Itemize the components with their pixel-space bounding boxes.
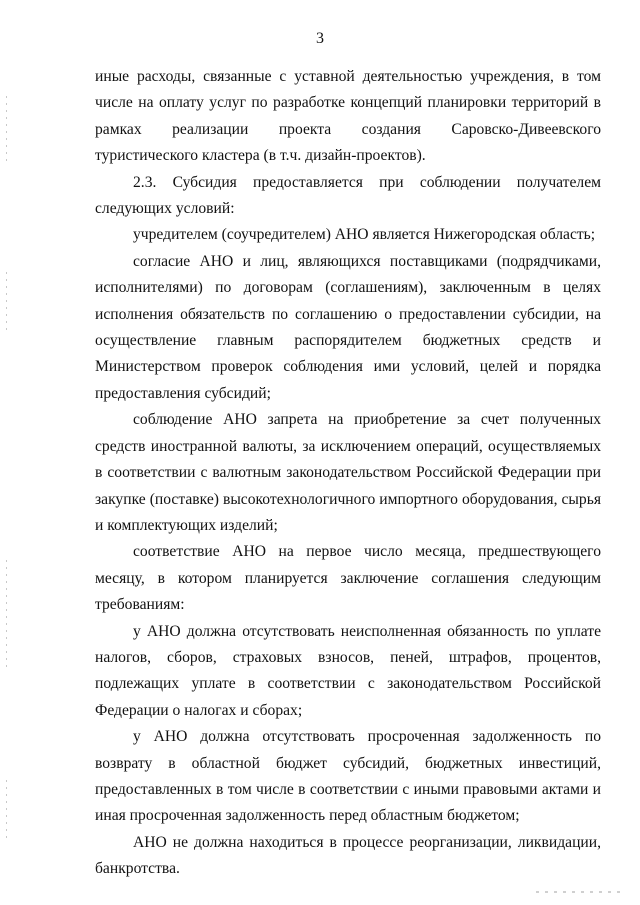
paragraph-requirements-intro: соответствие АНО на первое число месяца, предшествующего месяцу, в котором планируется заключение соглашения следующим требованиям: [95, 543, 601, 614]
paragraph-reorganization: АНО не должна находиться в процессе реорганизации, ликвидации, банкротства. [95, 833, 601, 878]
paragraph-other-expenses: иные расходы, связанные с уставной деятельностью учреждения, в том числе на оплату услуг по разработке концепций планировки территорий в рамках реализации проекта создания Саровско-Дивеевского туристического кластера (в т.ч. дизайн-проектов). [95, 68, 601, 165]
scan-mark-artifact [536, 891, 626, 893]
paragraph-tax-obligations: у АНО должна отсутствовать неисполненная обязанность по уплате налогов, сборов, страховых взносов, пеней, штрафов, процентов, подлежащих уплате в соответствии с законодательством Российской Федерации о налогах и сборах; [95, 622, 601, 719]
paragraph-founder: учредителем (соучредителем) АНО является Нижегородская область; [133, 226, 596, 244]
paragraph-overdue-debt: у АНО должна отсутствовать просроченная задолженность по возврату в областной бюджет субсидий, бюджетных инвестиций, предоставленных в том числе в соответствии с иными правовыми актами и иная просроченная задолженность перед областным бюджетом; [95, 728, 601, 825]
scan-edge-artifact [6, 780, 7, 840]
scan-edge-artifact [6, 560, 7, 670]
page-number: 3 [316, 30, 324, 47]
document-body [95, 64, 601, 883]
scan-edge-artifact [6, 272, 7, 332]
paragraph-consent-inspections: согласие АНО и лиц, являющихся поставщиками (подрядчиками, исполнителями) по договорам (соглашениям), заключенным в целях исполнения обязательств по соглашению о предоставлении субсидии, на осуществление главным распорядителем бюджетных средств и Министерством проверок соблюдения ими условий, целей и порядка предоставления субсидий; [95, 252, 601, 402]
paragraph-currency-ban: соблюдение АНО запрета на приобретение за счет полученных средств иностранной валюты, за исключением операций, осуществляемых в соответствии с валютным законодательством Российской Федерации при закупке (поставке) высокотехнологичного импортного оборудования, сырья и комплектующих изделий; [95, 411, 601, 534]
paragraph-clause-2-3: 2.3. Субсидия предоставляется при соблюдении получателем следующих условий: [95, 173, 601, 218]
scan-edge-artifact [6, 96, 7, 166]
